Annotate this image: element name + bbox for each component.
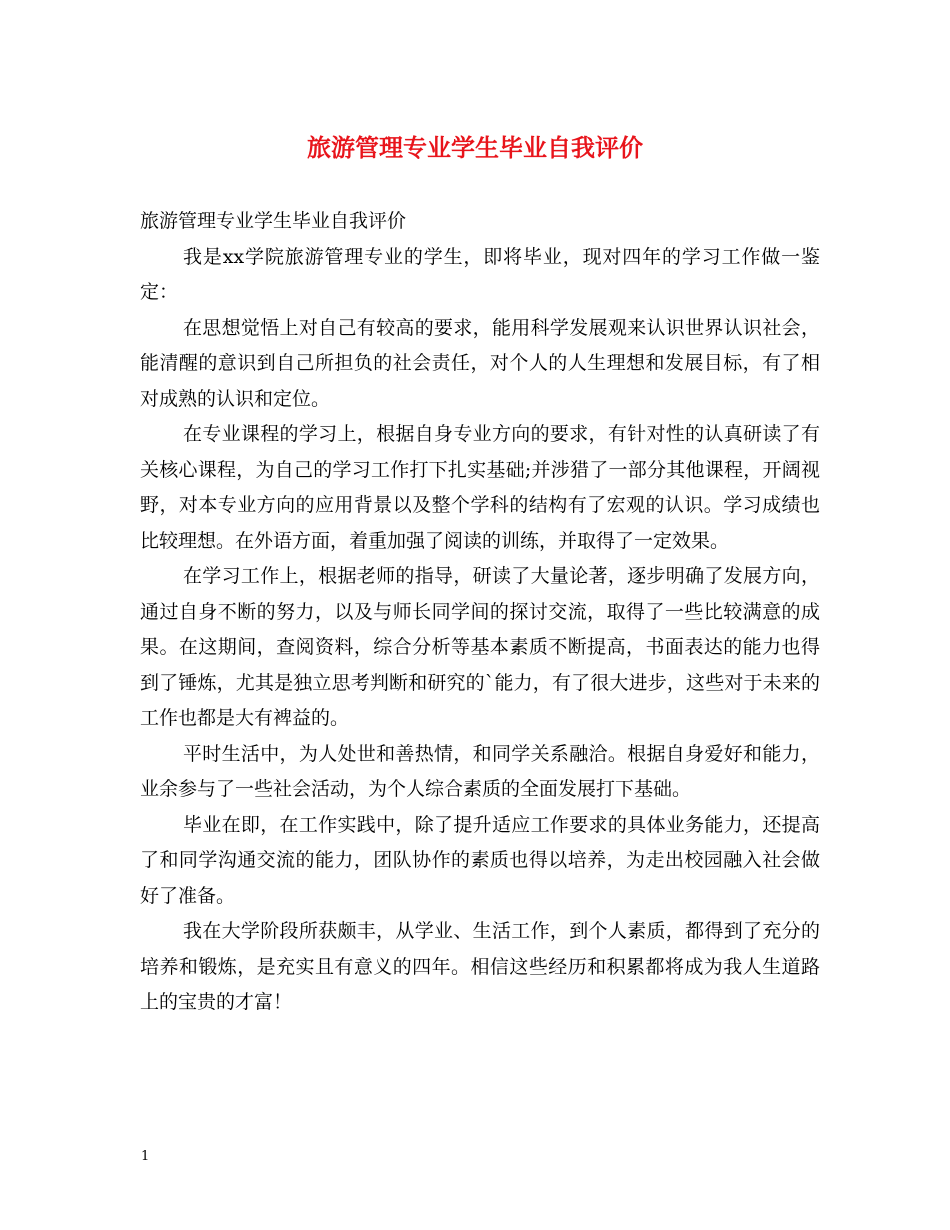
document-body (140, 204, 820, 1021)
paragraph-conclusion: 我在大学阶段所获颇丰，从学业、生活工作，到个人素质，都得到了充分的培养和锻炼，是充实且有意义的四年。相信这些经历和积累都将成为我人生道路上的宝贵的才富！ (140, 920, 820, 1013)
document-subtitle: 旅游管理专业学生毕业自我评价 (140, 210, 407, 232)
page-number: 1 (141, 1149, 150, 1164)
document-title: 旅游管理专业学生毕业自我评价 (307, 133, 643, 162)
paragraph-courses: 在专业课程的学习上，根据自身专业方向的要求，有针对性的认真研读了有关核心课程，为自己的学习工作打下扎实基础;并涉猎了一部分其他课程，开阔视野，对本专业方向的应用背景以及整个学科的结构有了宏观的认识。学习成绩也比较理想。在外语方面，着重加强了阅读的训练，并取得了一定效果。 (140, 423, 820, 552)
paragraph-daily-life: 平时生活中，为人处世和善热情，和同学关系融洽。根据自身爱好和能力，业余参与了一些社会活动，为个人综合素质的全面发展打下基础。 (140, 742, 820, 800)
paragraph-ideology: 在思想觉悟上对自己有较高的要求，能用科学发展观来认识世界认识社会，能清醒的意识到自己所担负的社会责任，对个人的人生理想和发展目标，有了相对成熟的认识和定位。 (140, 316, 820, 410)
paragraph-graduation: 毕业在即，在工作实践中，除了提升适应工作要求的具体业务能力，还提高了和同学沟通交流的能力，团队协作的素质也得以培养，为走出校园融入社会做好了准备。 (140, 813, 820, 907)
paragraph-intro: 我是xx学院旅游管理专业的学生，即将毕业，现对四年的学习工作做一鉴定： (140, 245, 820, 303)
paragraph-study-work: 在学习工作上，根据老师的指导，研读了大量论著，逐步明确了发展方向，通过自身不断的努力，以及与师长同学间的探讨交流，取得了一些比较满意的成果。在这期间，查阅资料，综合分析等基本素质不断提高，书面表达的能力也得到了锤炼，尤其是独立思考判断和研究的`能力，有了很大进步，这些对于未来的工作也都是大有裨益的。 (140, 565, 820, 729)
